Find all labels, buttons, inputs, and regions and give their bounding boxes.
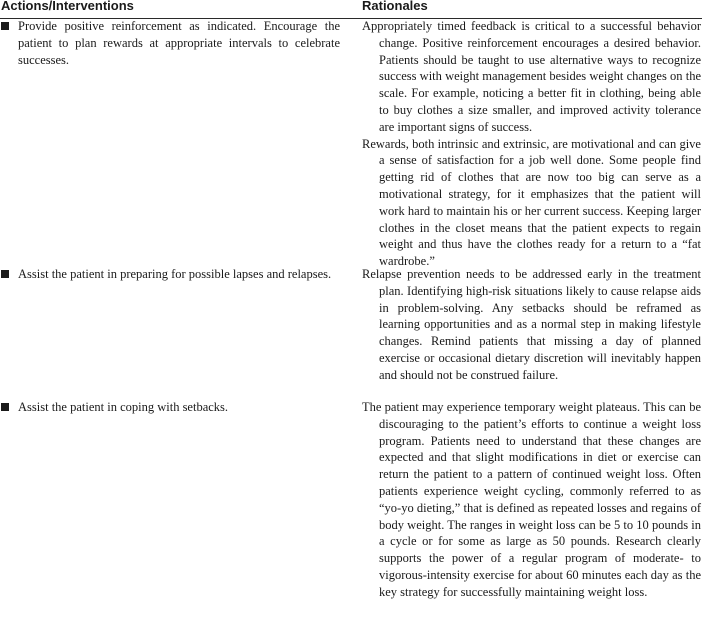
bullet-square-icon <box>1 22 9 30</box>
action-text: Assist the patient in coping with setbacks. <box>18 400 229 414</box>
action-cell <box>0 399 340 416</box>
rationale-cell <box>362 266 701 384</box>
rationale-paragraph: Rewards, both intrinsic and extrinsic, are motivational and can give a sense of satisfaction for a job well done. Some people find getting rid of clothes that are now too big can serve as a motivational strategy, for it emphasizes that the patient will work hard to maintain his or her current success. Keeping larger clothes in the closet means that the patient expects to regain weight and thus have the clothes ready for a return to a “fat wardrobe.” <box>362 136 701 269</box>
rationale-cell <box>362 399 701 601</box>
rationales-column-heading: Rationales <box>362 0 428 13</box>
action-text: Provide positive reinforcement as indicated. Encourage the patient to plan rewards at appropriate intervals to celebrate successes. <box>18 19 340 67</box>
bullet-square-icon <box>1 403 9 411</box>
rationale-cell <box>362 18 701 270</box>
action-text: Assist the patient in preparing for possible lapses and relapses. <box>18 267 332 281</box>
action-cell <box>0 266 340 283</box>
bullet-square-icon <box>1 270 9 278</box>
rationale-paragraph: Appropriately timed feedback is critical to a successful behavior change. Positive reinforcement encourages a desired behavior. Patients should be taught to use alternative ways to recognize success with weight management besides weight changes on the scale. For example, noticing a better fit in clothing, being able to buy clothes a size smaller, and improved activity tolerance are important signs of success. <box>362 19 701 134</box>
action-cell <box>0 18 340 68</box>
rationale-paragraph: The patient may experience temporary weight plateaus. This can be discouraging to the patient’s efforts to continue a weight loss program. Patients need to understand that these changes are expected and that slight modifications in diet or exercise can return the patient to a pattern of continued weight loss. Often patients experience weight cycling, commonly referred to as “yo-yo dieting,” that is defined as repeated losses and regains of body weight. The ranges in weight loss can be 5 to 10 pounds in a cycle or for some as large as 50 pounds. Research clearly supports the power of a regular program of moderate- to vigorous-intensity exercise for about 60 minutes each day as the key strategy for successfully maintaining weight loss. <box>362 400 701 599</box>
actions-column-heading: Actions/Interventions <box>1 0 134 13</box>
rationale-paragraph: Relapse prevention needs to be addressed early in the treatment plan. Identifying high-risk situations likely to cause relapse aids in problem-solving. Any setbacks should be reframed as learning opportunities and as a normal step in making lifestyle changes. Remind patients that missing a day of planned exercise or occasional dietary discretion will inevitably happen and should not be construed failure. <box>362 267 701 382</box>
table-header <box>0 0 702 19</box>
